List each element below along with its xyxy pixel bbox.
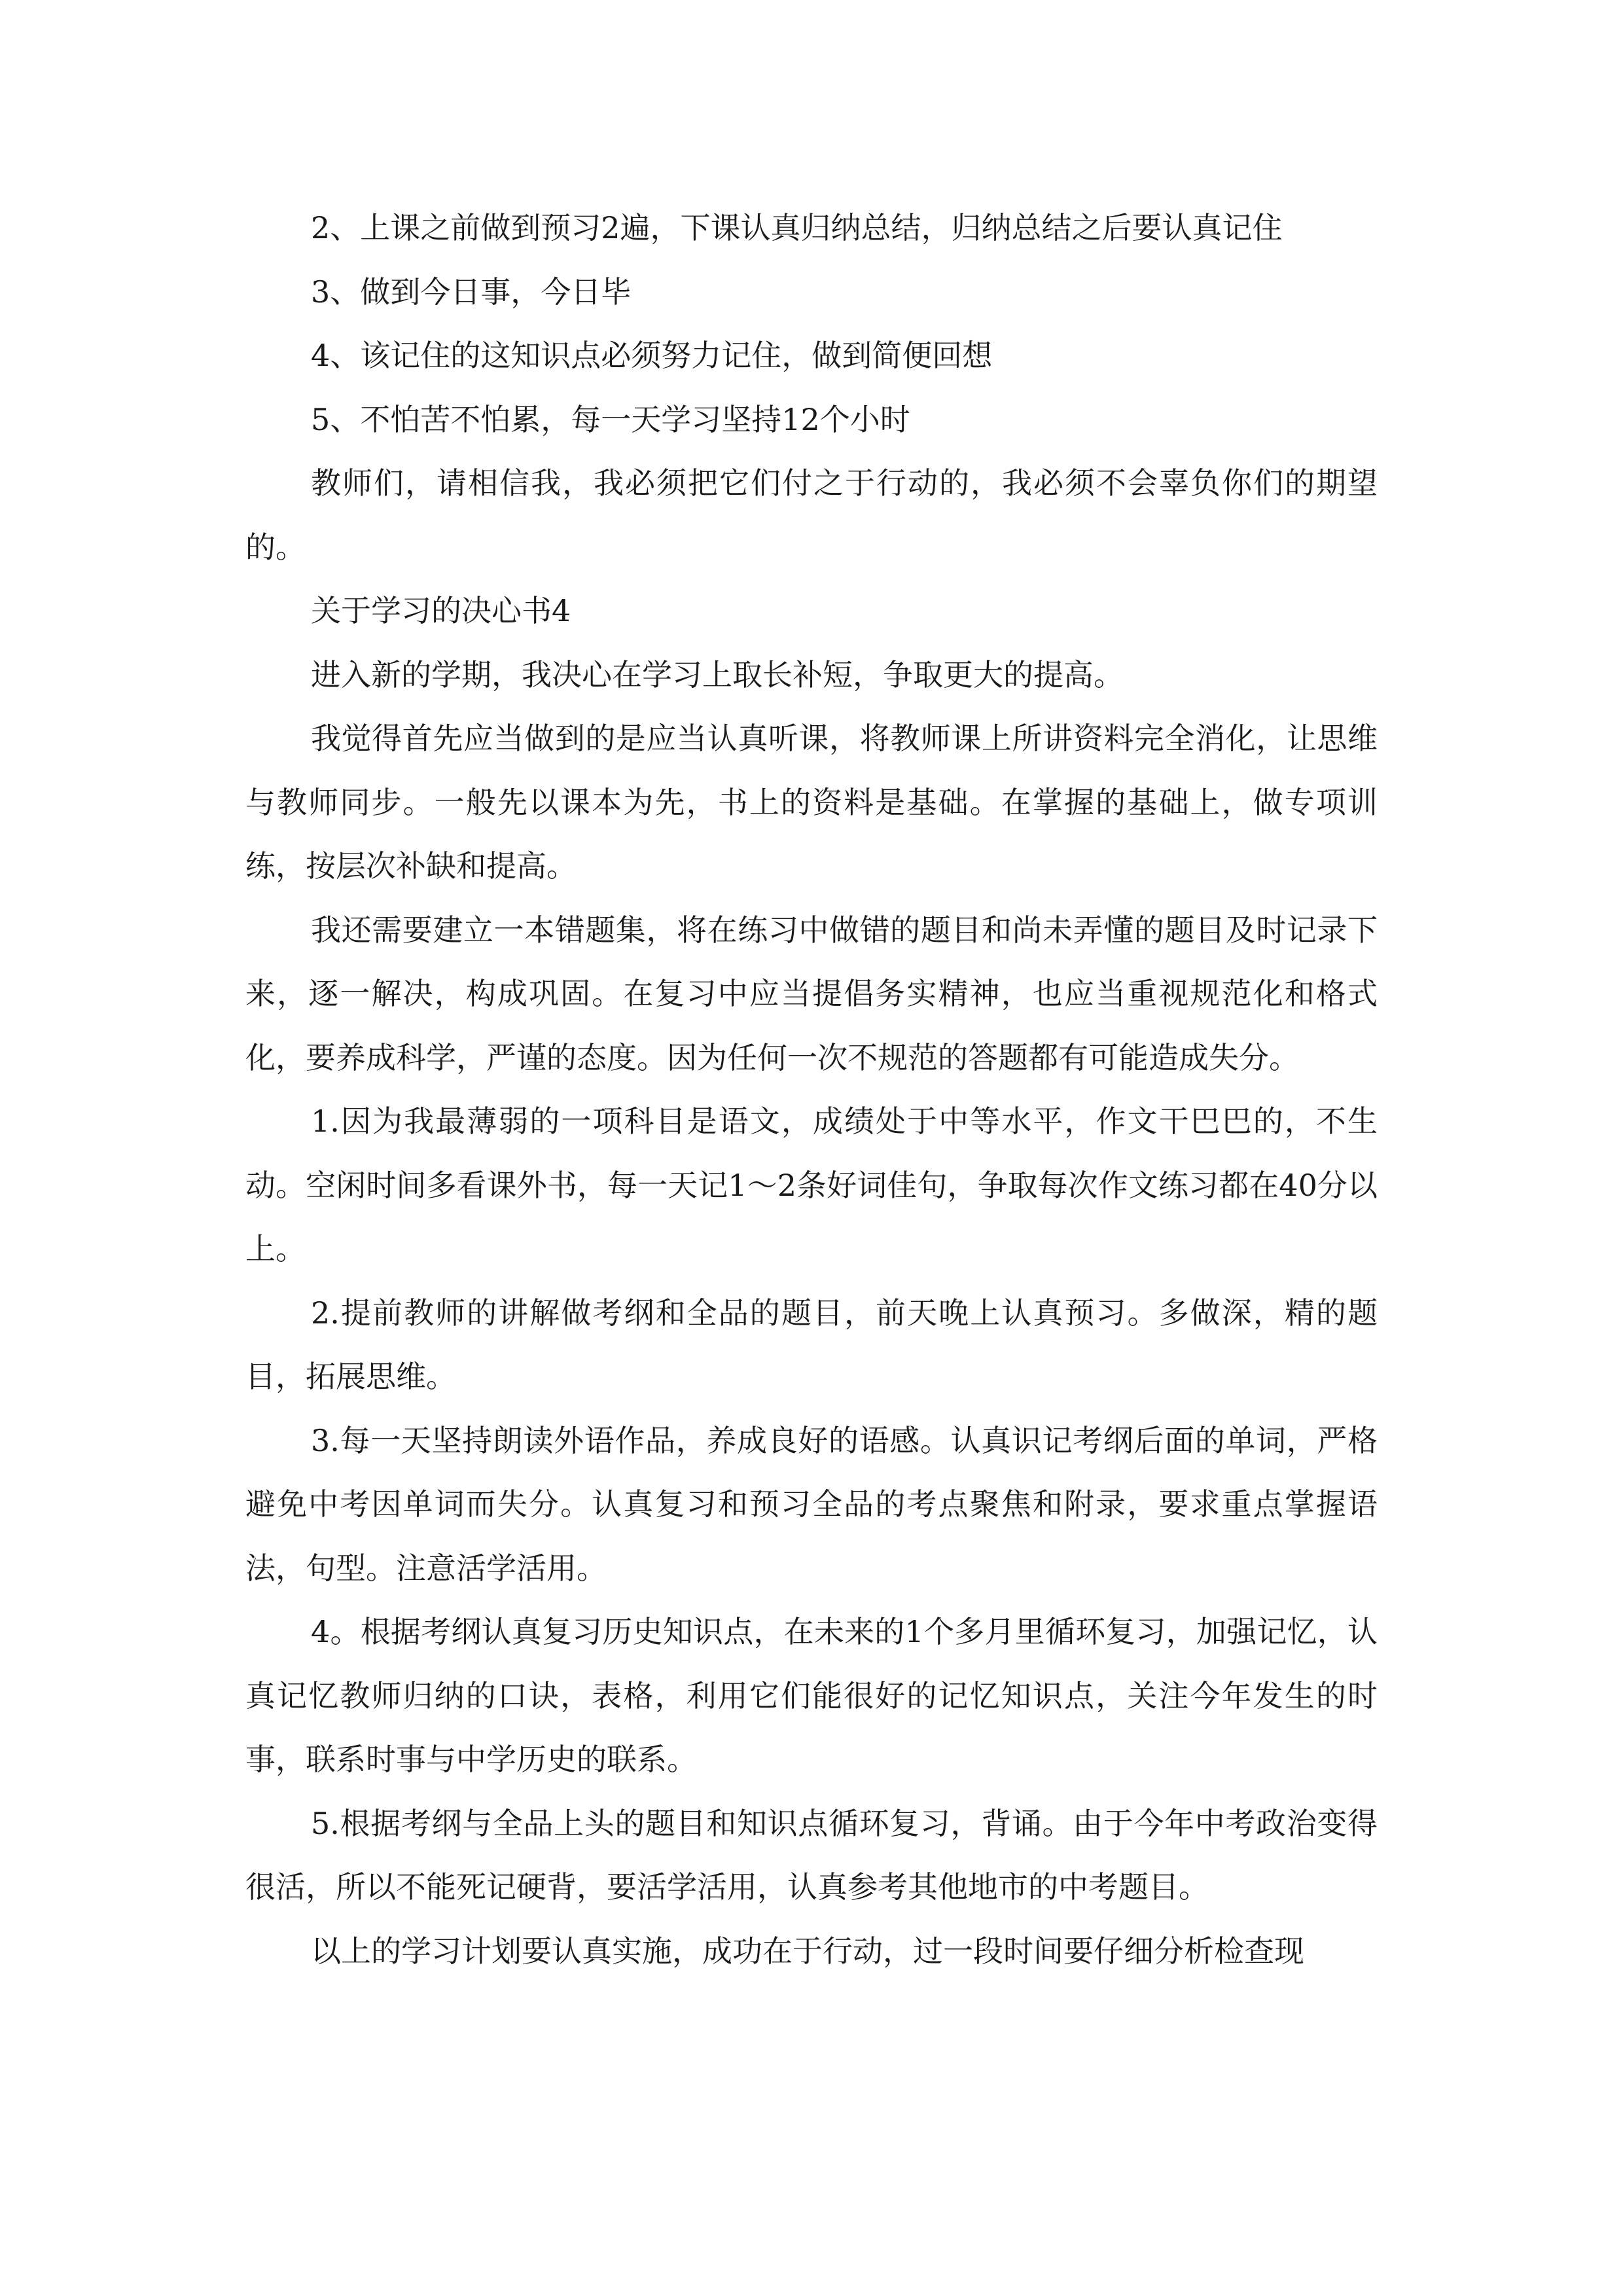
list-item-4: 4、该记住的这知识点必须努力记住，做到简便回想 (311, 338, 993, 373)
document-page (245, 196, 1378, 1983)
plan-item-history: 4。根据考纲认真复习历史知识点，在未来的1个多月里循环复习，加强记忆，认真记忆教师归纳的口诀，表格，利用它们能很好的记忆知识点，关注今年发生的时事，联系时事与中学历史的联系。 (245, 1614, 1378, 1777)
intro-paragraph: 进入新的学期，我决心在学习上取长补短，争取更大的提高。 (311, 656, 1124, 692)
body-paragraph-error-notebook: 我还需要建立一本错题集，将在练习中做错的题目和尚未弄懂的题目及时记录下来，逐一解决，构成巩固。在复习中应当提倡务实精神，也应当重视规范化和格式化，要养成科学，严谨的态度。因为任何一次不规范的答题都有可能造成失分。 (245, 912, 1378, 1075)
plan-item-english: 3.每一天坚持朗读外语作品，养成良好的语感。认真识记考纲后面的单词，严格避免中考因单词而失分。认真复习和预习全品的考点聚焦和附录，要求重点掌握语法，句型。注意活学活用。 (245, 1422, 1378, 1586)
body-paragraph-listening: 我觉得首先应当做到的是应当认真听课，将教师课上所讲资料完全消化，让思维与教师同步。一般先以课本为先，书上的资料是基础。在掌握的基础上，做专项训练，按层次补缺和提高。 (245, 721, 1378, 884)
conclusion-paragraph: 以上的学习计划要认真实施，成功在于行动，过一段时间要仔细分析检查现 (311, 1933, 1304, 1969)
plan-item-math: 2.提前教师的讲解做考纲和全品的题目，前天晚上认真预习。多做深，精的题目，拓展思维。 (245, 1295, 1378, 1394)
plan-item-politics: 5.根据考纲与全品上头的题目和知识点循环复习，背诵。由于今年中考政治变得很活，所以不能死记硬背，要活学活用，认真参考其他地市的中考题目。 (245, 1805, 1378, 1905)
list-item-3: 3、做到今日事，今日毕 (311, 274, 632, 310)
list-item-2: 2、上课之前做到预习2遍，下课认真归纳总结，归纳总结之后要认真记住 (311, 210, 1283, 245)
plan-item-chinese: 1.因为我最薄弱的一项科目是语文，成绩处于中等水平，作文干巴巴的，不生动。空闲时间多看课外书，每一天记1～2条好词佳句，争取每次作文练习都在40分以上。 (245, 1103, 1378, 1266)
closing-paragraph: 教师们，请相信我，我必须把它们付之于行动的，我必须不会辜负你们的期望的。 (245, 465, 1378, 565)
list-item-5: 5、不怕苦不怕累，每一天学习坚持12个小时 (311, 401, 910, 437)
section-title: 关于学习的决心书4 (311, 593, 571, 628)
